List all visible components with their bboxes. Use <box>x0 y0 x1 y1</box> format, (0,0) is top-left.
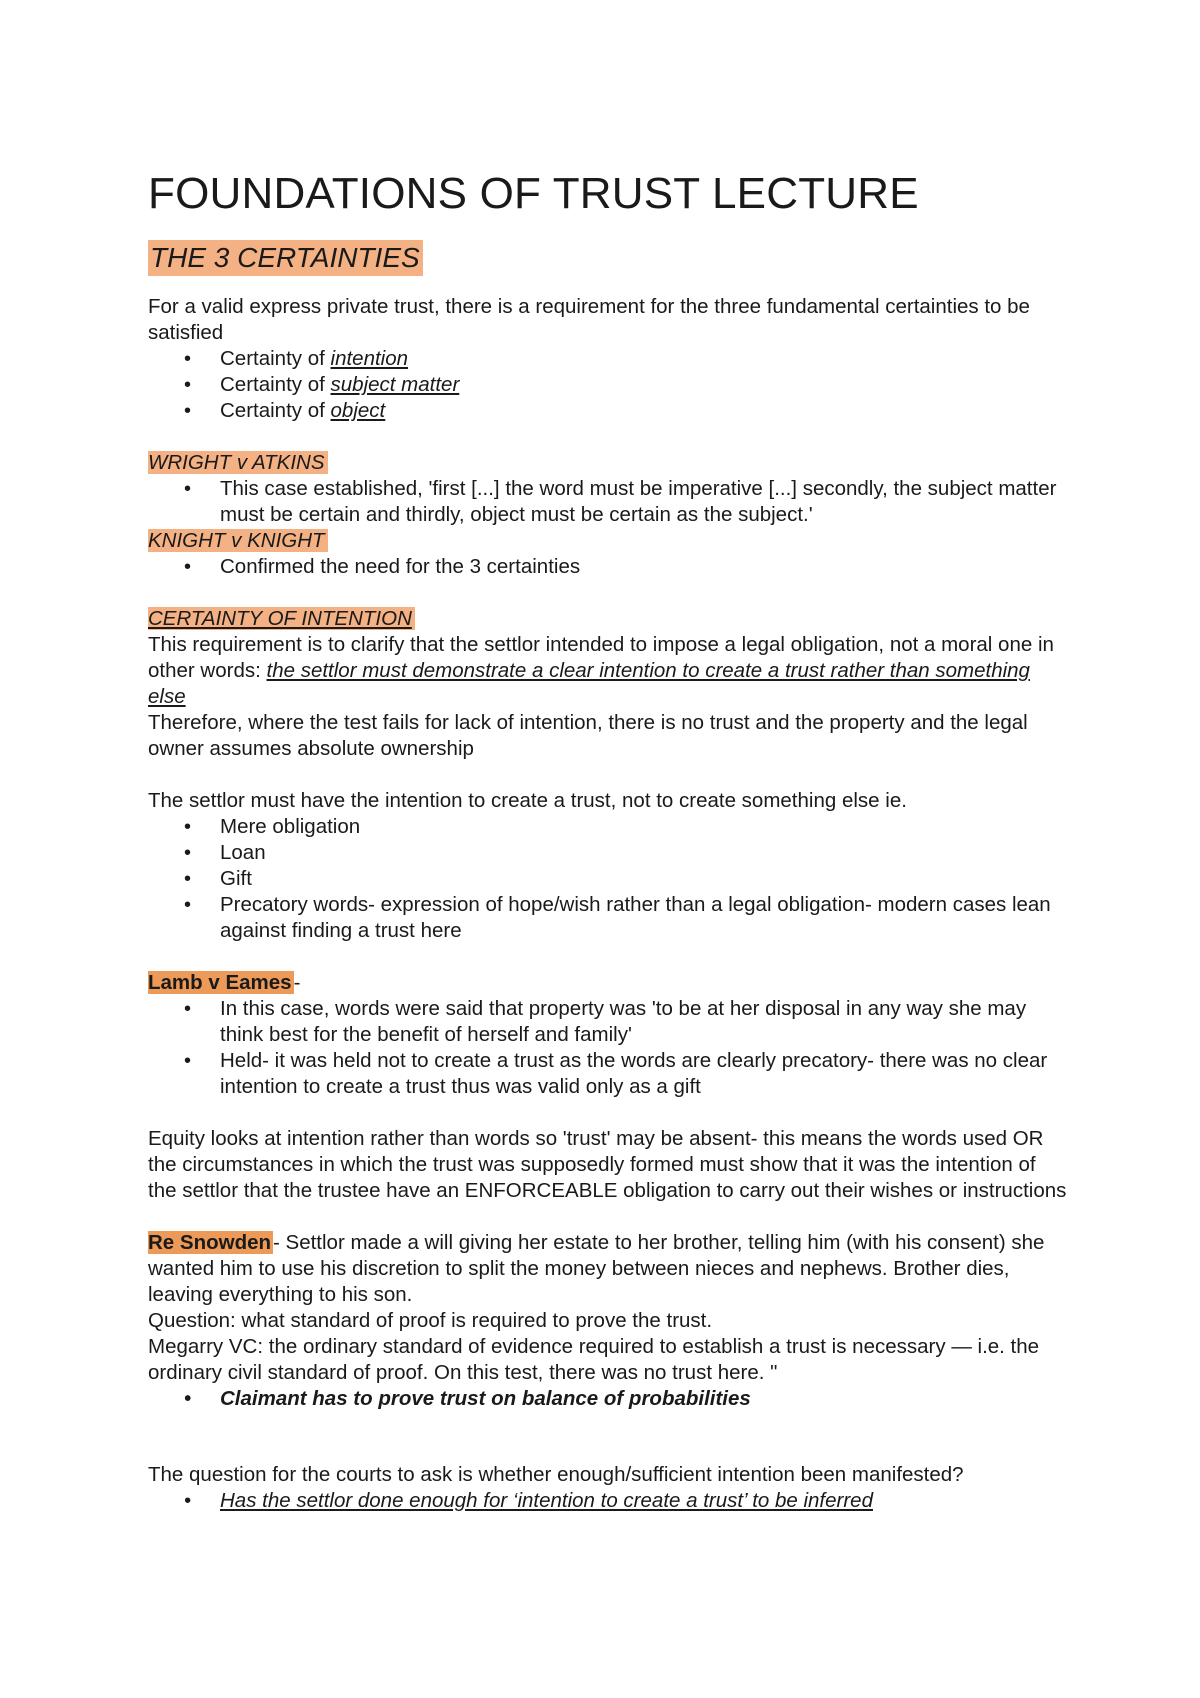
list-item: • Claimant has to prove trust on balance of probabilities <box>148 1386 1068 1412</box>
item-term: subject matter <box>330 373 460 396</box>
paragraph: Therefore, where the test fails for lack of intention, there is no trust and the property and the legal owner assumes absolute ownership <box>148 711 1028 760</box>
case-knight-v-knight <box>148 528 1068 580</box>
case-name: WRIGHT v ATKINS <box>148 451 328 474</box>
list-item <box>148 372 1068 398</box>
certainties-list <box>148 346 1068 424</box>
section-heading: THE 3 CERTAINTIES <box>148 240 423 276</box>
list-item <box>148 346 1068 372</box>
paragraph <box>148 632 1068 710</box>
section-courts-question <box>148 1462 1068 1514</box>
item-prefix: Certainty of <box>220 347 331 370</box>
section-three-certainties <box>148 240 1068 424</box>
page-title: FOUNDATIONS OF TRUST LECTURE <box>148 169 919 218</box>
document-page <box>148 168 1068 1514</box>
case-lamb-v-eames <box>148 970 1068 1100</box>
paragraph: The question for the courts to ask is whether enough/sufficient intention been manifested? <box>148 1463 964 1486</box>
list-item: • Has the settlor done enough for ‘intention to create a trust’ to be inferred <box>148 1488 1068 1514</box>
list-item: • In this case, words were said that property was 'to be at her disposal in any way she may think best for the benefit of herself and family' <box>148 996 1068 1048</box>
emphasis-text: the settlor must demonstrate a clear intention to create a trust rather than something else <box>148 659 1030 708</box>
item-term: intention <box>330 347 409 370</box>
case-name: Re Snowden <box>148 1231 272 1254</box>
case-suffix: - <box>293 971 301 994</box>
item-prefix: Certainty of <box>220 373 331 396</box>
paragraph: Equity looks at intention rather than words so 'trust' may be absent- this means the words used OR the circumstances in which the trust was supposedly formed must show that it was the intention of the settlor that the trustee have an ENFORCEABLE obligation to carry out their wishes or instructions <box>148 1127 1067 1202</box>
alternatives-list <box>148 814 1068 944</box>
section-heading: CERTAINTY OF INTENTION <box>148 607 415 630</box>
list-item <box>148 398 1068 424</box>
list-item: • Loan <box>148 840 1068 866</box>
list-item: • This case established, 'first [...] the word must be imperative [...] secondly, the subject matter must be certain and thirdly, object must be certain as the subject.' <box>148 476 1068 528</box>
paragraph: For a valid express private trust, there is a requirement for the three fundamental certainties to be satisfied <box>148 295 1030 344</box>
list-item: • Gift <box>148 866 1068 892</box>
paragraph: The settlor must have the intention to create a trust, not to create something else ie. <box>148 789 907 812</box>
paragraph-text: - Settlor made a will giving her estate to her brother, telling him (with his consent) she wanted him to use his discretion to split the money between nieces and nephews. Brother dies, leaving everything to his son. <box>148 1231 1045 1306</box>
case-re-snowden <box>148 1230 1068 1412</box>
section-certainty-of-intention <box>148 606 1068 944</box>
paragraph-text: This requirement is to clarify that the settlor intended to impose a legal obligation, not a moral one in other words: <box>148 633 1054 682</box>
paragraph <box>148 1230 1068 1308</box>
list-item: • Held- it was held not to create a trust as the words are clearly precatory- there was no clear intention to create a trust thus was valid only as a gift <box>148 1048 1068 1100</box>
list-item: • Precatory words- expression of hope/wish rather than a legal obligation- modern cases lean against finding a trust here <box>148 892 1068 944</box>
paragraph: Question: what standard of proof is required to prove the trust. <box>148 1309 713 1332</box>
item-term: object <box>330 399 386 422</box>
list-item: • Mere obligation <box>148 814 1068 840</box>
paragraph: Megarry VC: the ordinary standard of evidence required to establish a trust is necessary — i.e. the ordinary civil standard of proof. On this test, there was no trust here. " <box>148 1335 1040 1384</box>
list-item: • Confirmed the need for the 3 certainties <box>148 554 1068 580</box>
case-name: KNIGHT v KNIGHT <box>148 529 328 552</box>
case-wright-v-atkins <box>148 450 1068 528</box>
case-name: Lamb v Eames <box>148 971 292 994</box>
item-prefix: Certainty of <box>220 399 331 422</box>
